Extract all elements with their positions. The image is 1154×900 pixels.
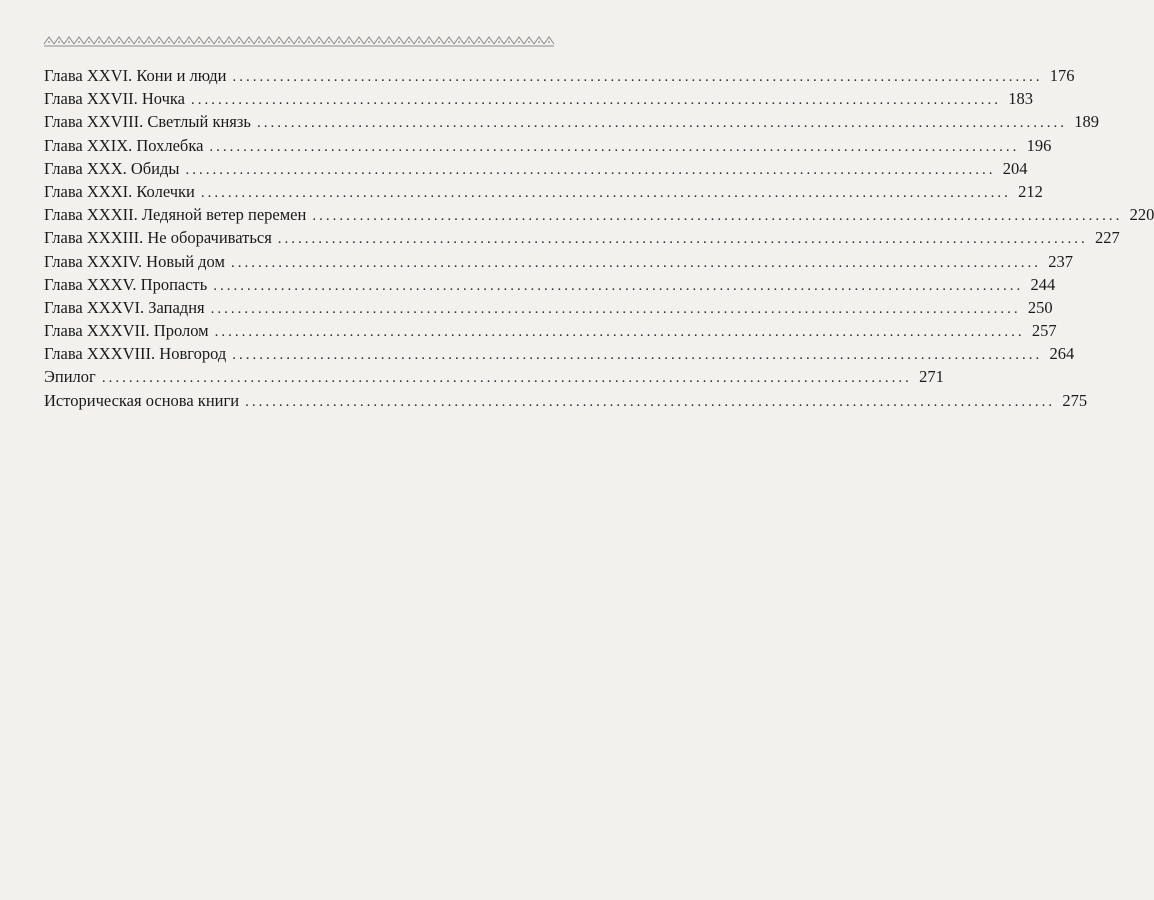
toc-leader-dots: ........................................................................................................................: [210, 300, 1021, 317]
toc-leader-dots: ........................................................................................................................: [101, 370, 912, 387]
toc-entry-title: Глава XXIX. Похлебка: [44, 135, 204, 155]
toc-entry: [44, 110, 1099, 133]
toc-entry-title: Историческая основа книги: [44, 390, 240, 410]
toc-leader-dots: ........................................................................................................................: [191, 92, 1001, 109]
toc-entry: [44, 64, 1075, 87]
toc-leader-dots: ........................................................................................................................: [232, 69, 1043, 85]
toc-entry-page: 271: [919, 367, 944, 387]
toc-entry-page: 257: [1031, 321, 1057, 341]
toc-entry-title: Глава XXXIV. Новый дом: [44, 251, 225, 271]
toc-entry-page: 237: [1048, 251, 1073, 271]
toc-leader-dots: ........................................................................................................................: [312, 208, 1123, 225]
toc-leader-dots: ........................................................................................................................: [277, 231, 1088, 248]
toc-entry: [44, 365, 944, 388]
toc-entry-page: 212: [1018, 181, 1043, 201]
toc-entry: [44, 250, 1073, 273]
toc-entry-page: 196: [1026, 135, 1052, 155]
toc-leader-dots: ........................................................................................................................: [185, 161, 996, 178]
toc-entry-title: Глава XXXII. Ледяной ветер перемен: [44, 205, 307, 225]
toc-entry: [44, 319, 1057, 342]
table-of-contents: [44, 64, 1154, 412]
toc-entry-title: Глава XXXVIII. Новгород: [44, 344, 227, 364]
toc-entry-page: 220: [1129, 205, 1154, 225]
toc-entry-page: 244: [1030, 274, 1056, 294]
toc-entry-page: 250: [1027, 297, 1053, 317]
toc-entry-title: Глава XXXVI. Западня: [44, 297, 205, 317]
toc-entry-page: 227: [1095, 228, 1120, 248]
toc-entry-page: 176: [1049, 66, 1075, 85]
toc-entry-title: Глава XXXV. Пропасть: [44, 274, 208, 294]
toc-leader-dots: ........................................................................................................................: [230, 254, 1041, 271]
toc-entry-title: Глава XXXIII. Не оборачиваться: [44, 228, 272, 248]
toc-entry: [44, 273, 1056, 296]
toc-leader-dots: ........................................................................................................................: [213, 277, 1024, 294]
toc-entry-title: Глава XXXI. Колечки: [44, 181, 195, 201]
toc-entry-page: 189: [1074, 112, 1099, 132]
toc-entry: [44, 134, 1052, 157]
toc-entry-page: 275: [1062, 390, 1088, 410]
toc-entry: [44, 226, 1120, 249]
toc-leader-dots: ........................................................................................................................: [256, 115, 1067, 132]
toc-entry-page: 183: [1008, 89, 1033, 109]
toc-entry: [44, 342, 1075, 365]
toc-leader-dots: ........................................................................................................................: [245, 393, 1056, 410]
toc-entry-title: Глава XXVI. Кони и люди: [44, 66, 227, 85]
toc-entry-title: Глава XXXVII. Пролом: [44, 321, 209, 341]
toc-leader-dots: ........................................................................................................................: [200, 184, 1011, 201]
toc-entry-title: Глава XXVIII. Светлый князь: [44, 112, 251, 132]
toc-entry-page: 204: [1002, 158, 1028, 178]
toc-leader-dots: ........................................................................................................................: [209, 138, 1020, 155]
decorative-border-ornament: [44, 34, 554, 48]
toc-entry: [44, 389, 1088, 412]
toc-entry-title: Эпилог: [44, 367, 96, 387]
toc-entry-title: Глава XXX. Обиды: [44, 158, 180, 178]
toc-entry: [44, 180, 1043, 203]
toc-entry: [44, 87, 1033, 110]
toc-leader-dots: ........................................................................................................................: [232, 347, 1043, 364]
toc-entry-page: 264: [1049, 344, 1075, 364]
toc-entry: [44, 203, 1154, 226]
toc-leader-dots: ........................................................................................................................: [214, 324, 1025, 341]
toc-entry: [44, 157, 1028, 180]
toc-entry-title: Глава XXVII. Ночка: [44, 89, 185, 109]
toc-entry: [44, 296, 1053, 319]
